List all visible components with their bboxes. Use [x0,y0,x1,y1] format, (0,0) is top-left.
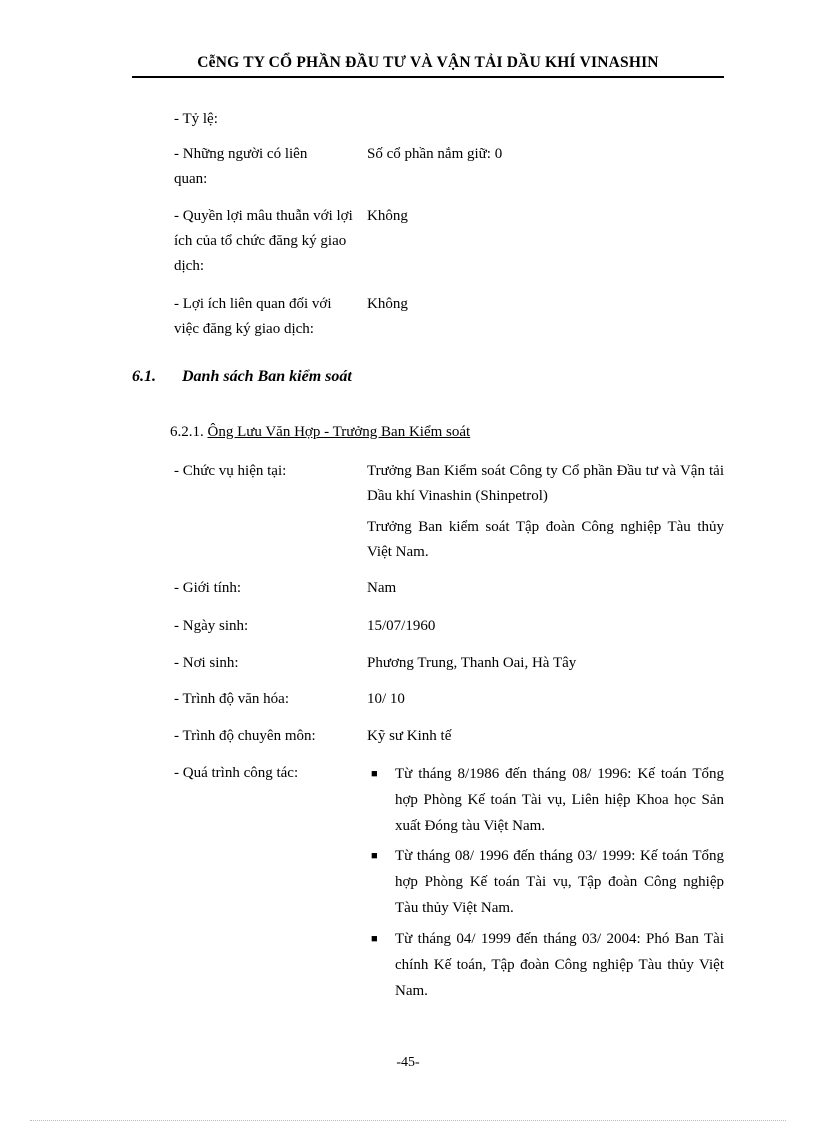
conflict-of-interest-label: - Quyền lợi mâu thuẫn với lợi ích của tổ chức đăng ký giao dịch: [174,208,353,274]
related-persons-label: - Những người có liên quan: [174,146,308,187]
bullet-icon: ■ [371,768,378,780]
career-item [371,926,724,1004]
subsection-heading [170,424,470,441]
profession-label: - Trình độ chuyên môn: [174,728,316,744]
section-number: 6.1. [132,368,156,385]
profession-value: Kỹ sư Kinh tế [367,728,452,744]
career-item-text: Từ tháng 8/1986 đến tháng 08/ 1996: Kế toán Tổng hợp Phòng Kế toán Tài vụ, Liên hiệp Khoa học Sản xuất Đóng tàu Việt Nam. [395,766,724,834]
ratio-label: - Tỷ lệ: [174,111,218,127]
gender-label: - Giới tính: [174,580,242,596]
page-bottom-divider [30,1120,786,1121]
subsection-title: Ông Lưu Văn Hợp - Trưởng Ban Kiểm soát [207,424,471,440]
career-item-text: Từ tháng 08/ 1996 đến tháng 03/ 1999: Kế toán Tổng hợp Phòng Kế toán Tài vụ, Tập đoàn Công nghiệp Tàu thủy Việt Nam. [395,848,724,916]
section-title: Danh sách Ban kiểm soát [182,368,352,385]
education-label: - Trình độ văn hóa: [174,691,290,707]
pob-value: Phương Trung, Thanh Oai, Hà Tây [367,655,577,671]
page-number: -45- [396,1055,420,1070]
gender-value: Nam [367,580,397,596]
dob-label: - Ngày sinh: [174,618,249,634]
related-persons-value: Số cổ phần nắm giữ: 0 [367,146,503,162]
pob-label: - Nơi sinh: [174,655,239,671]
conflict-of-interest-value: Không [367,208,408,224]
career-item [371,761,724,839]
page-header-title: CễNG TY CỔ PHẦN ĐẦU TƯ VÀ VẬN TẢI DẦU KHÍ VINASHIN [197,54,659,71]
education-value: 10/ 10 [367,691,405,707]
related-benefit-value: Không [367,296,408,312]
position-value-1: Trưởng Ban Kiểm soát Công ty Cổ phần Đầu tư và Vận tải Dầu khí Vinashin (Shinpetrol) [367,463,724,504]
subsection-number: 6.2.1. [170,424,204,440]
header-divider [132,76,724,78]
career-item [371,843,724,921]
career-label: - Quá trình công tác: [174,765,299,781]
position-value-2: Trưởng Ban kiểm soát Tập đoàn Công nghiệp Tàu thủy Việt Nam. [367,519,724,560]
career-item-text: Từ tháng 04/ 1999 đến tháng 03/ 2004: Phó Ban Tài chính Kế toán, Tập đoàn Công nghiệp Tàu thủy Việt Nam. [395,931,724,999]
related-benefit-label: - Lợi ích liên quan đối với việc đăng ký giao dịch: [174,296,332,337]
dob-value: 15/07/1960 [367,618,436,634]
position-label: - Chức vụ hiện tại: [174,463,287,479]
bullet-icon: ■ [371,850,378,862]
bullet-icon: ■ [371,933,378,945]
